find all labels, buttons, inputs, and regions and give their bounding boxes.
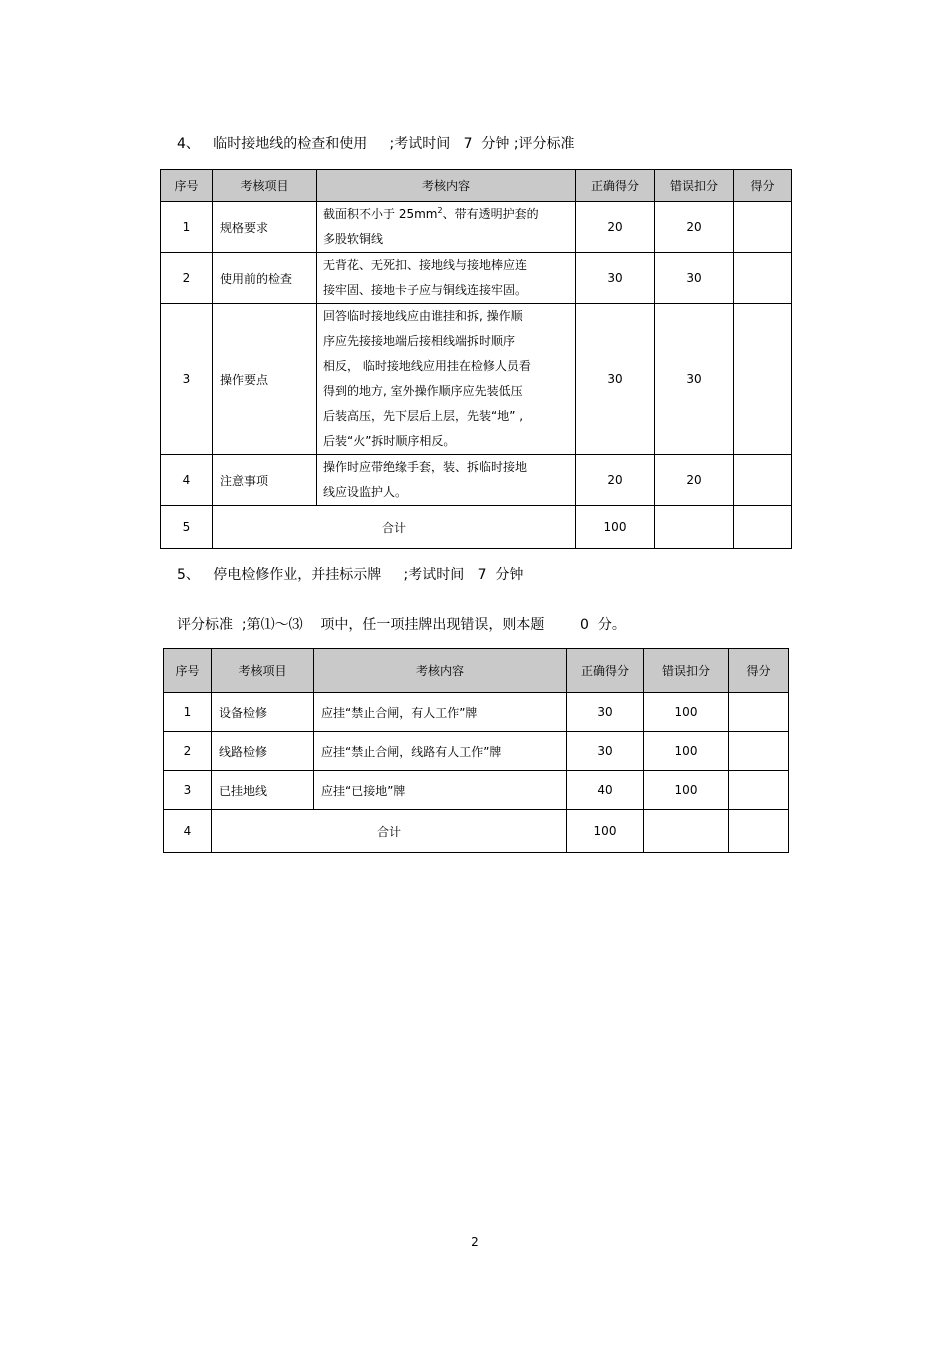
header-item: 考核项目 (212, 649, 314, 693)
row-deduct: 20 (655, 202, 734, 253)
row-correct: 20 (576, 455, 655, 506)
header-correct: 正确得分 (567, 649, 644, 693)
page-number: 2 (471, 1235, 479, 1249)
table-row (161, 253, 792, 304)
row-item: 已挂地线 (212, 771, 314, 810)
table-row (161, 455, 792, 506)
content-line: 接牢固、接地卡子应与铜线连接牢固。 (323, 283, 528, 297)
row-score (729, 771, 789, 810)
section4-table (160, 169, 792, 549)
header-content: 考核内容 (317, 170, 576, 202)
total-deduct (655, 506, 734, 549)
row-content: 应挂“禁止合闸，线路有人工作”牌 (314, 732, 567, 771)
header-item: 考核项目 (213, 170, 317, 202)
table-row (161, 202, 792, 253)
content-text: 截面积不小于 25mm (323, 207, 438, 221)
table-row (164, 693, 789, 732)
table-row (161, 304, 792, 455)
row-no: 4 (161, 455, 213, 506)
section4-heading: 4、 临时接地线的检查和使用 ;考试时间 7 分钟 ;评分标准 (177, 136, 575, 152)
table-row (164, 732, 789, 771)
row-item: 操作要点 (213, 304, 317, 455)
row-correct: 30 (576, 253, 655, 304)
content-line: 后装高压，先下层后上层，先装“地” , (323, 409, 524, 423)
row-deduct: 20 (655, 455, 734, 506)
row-correct: 30 (567, 693, 644, 732)
header-correct: 正确得分 (576, 170, 655, 202)
row-content (317, 253, 576, 304)
total-correct: 100 (567, 810, 644, 853)
content-text: 、带有透明护套的 (442, 207, 539, 221)
row-score (734, 253, 792, 304)
row-score (729, 732, 789, 771)
content-line: 线应设监护人。 (323, 485, 408, 499)
header-no: 序号 (164, 649, 212, 693)
section5-criteria: 评分标准 ;第⑴～⑶ 项中，任一项挂牌出现错误，则本题 0 分。 (177, 617, 626, 633)
content-line: 序应先接接地端后接相线端拆时顺序 (323, 334, 516, 348)
row-deduct: 100 (644, 693, 729, 732)
header-content: 考核内容 (314, 649, 567, 693)
row-item: 规格要求 (213, 202, 317, 253)
section5-heading: 5、 停电检修作业，并挂标示牌 ;考试时间 7 分钟 (177, 567, 524, 583)
total-deduct (644, 810, 729, 853)
row-item: 线路检修 (212, 732, 314, 771)
content-line: 操作时应带绝缘手套，装、拆临时接地 (323, 460, 528, 474)
total-row (161, 506, 792, 549)
row-no: 1 (161, 202, 213, 253)
row-deduct: 100 (644, 732, 729, 771)
table-header-row (161, 170, 792, 202)
row-score (734, 202, 792, 253)
content-line: 得到的地方, 室外操作顺序应先装低压 (323, 384, 523, 398)
row-item: 注意事项 (213, 455, 317, 506)
row-deduct: 100 (644, 771, 729, 810)
total-correct: 100 (576, 506, 655, 549)
row-item: 使用前的检查 (213, 253, 317, 304)
header-score: 得分 (729, 649, 789, 693)
content-line: 回答临时接地线应由谁挂和拆, 操作顺 (323, 309, 523, 323)
content-line: 后装“火”拆时顺序相反。 (323, 434, 456, 448)
row-item: 设备检修 (212, 693, 314, 732)
row-score (734, 304, 792, 455)
row-correct: 40 (567, 771, 644, 810)
row-no: 4 (164, 810, 212, 853)
row-no: 5 (161, 506, 213, 549)
row-no: 3 (161, 304, 213, 455)
content-line: 无背花、无死扣、接地线与接地棒应连 (323, 258, 528, 272)
row-correct: 30 (567, 732, 644, 771)
row-correct: 20 (576, 202, 655, 253)
row-no: 2 (161, 253, 213, 304)
row-deduct: 30 (655, 304, 734, 455)
header-deduct: 错误扣分 (644, 649, 729, 693)
row-content (317, 304, 576, 455)
content-superscript: 2 (437, 206, 443, 215)
row-content: 应挂“禁止合闸，有人工作”牌 (314, 693, 567, 732)
row-deduct: 30 (655, 253, 734, 304)
header-no: 序号 (161, 170, 213, 202)
row-no: 1 (164, 693, 212, 732)
header-score: 得分 (734, 170, 792, 202)
row-score (734, 455, 792, 506)
total-score (729, 810, 789, 853)
row-content: 应挂“已接地”牌 (314, 771, 567, 810)
row-correct: 30 (576, 304, 655, 455)
table-row (164, 771, 789, 810)
total-row (164, 810, 789, 853)
total-score (734, 506, 792, 549)
total-label: 合计 (213, 506, 576, 549)
header-deduct: 错误扣分 (655, 170, 734, 202)
section5-table (163, 648, 789, 853)
row-no: 2 (164, 732, 212, 771)
content-line: 多股软铜线 (323, 232, 384, 246)
content-line: 相反， 临时接地线应用挂在检修人员看 (323, 359, 531, 373)
row-content (317, 202, 576, 253)
row-no: 3 (164, 771, 212, 810)
total-label: 合计 (212, 810, 567, 853)
row-content (317, 455, 576, 506)
table-header-row (164, 649, 789, 693)
row-score (729, 693, 789, 732)
